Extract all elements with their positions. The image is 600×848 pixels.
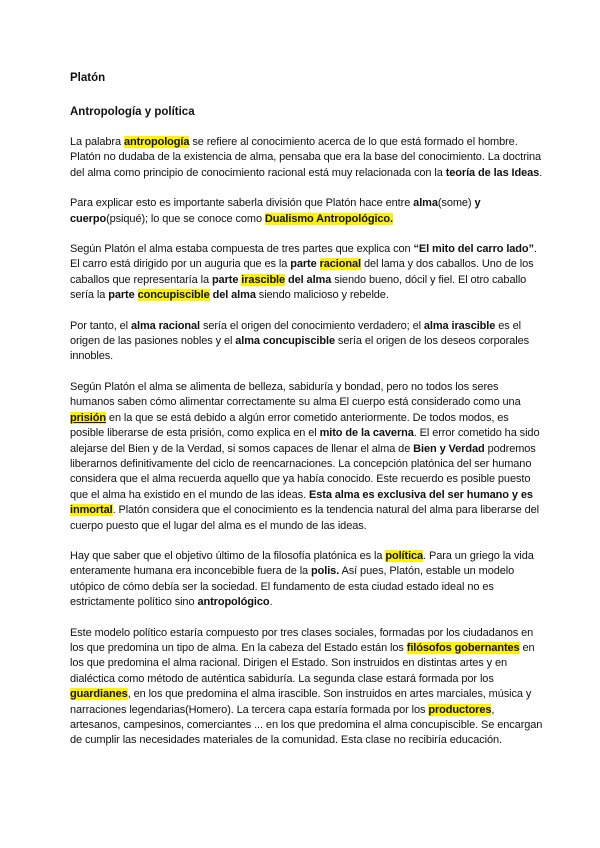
text-run: La palabra — [70, 136, 124, 148]
highlighted-term: Dualismo Antropológico. — [264, 212, 393, 225]
paragraph-partes-alma — [70, 319, 544, 365]
highlighted-term: inmortal — [70, 504, 113, 517]
highlighted-term: filósofos gobernantes — [406, 641, 520, 654]
text-run: . Para un griego la vida enteramente humana era inconcebible fuera de la — [70, 549, 534, 578]
bold-text: parte — [211, 273, 242, 286]
text-run: siendo bueno, dócil y fiel. El otro caballo sería la — [70, 273, 527, 302]
bold-text: Bien y Verdad — [413, 442, 485, 455]
text-run: del lama y dos caballos. Uno de los caballos que representaría la — [70, 258, 534, 286]
document-title: Platón — [70, 72, 106, 84]
highlighted-term: antropología — [123, 136, 190, 148]
text-run: siendo malicioso y rebelde. — [255, 289, 389, 302]
bold-text: polis. — [311, 565, 340, 578]
text-run: . — [539, 166, 543, 179]
text-run: . Platón considera que el conocimiento es la tendencia natural del alma para liberarse del cuerpo puesto que el lugar del alma es el mundo de las ideas. — [70, 504, 539, 532]
text-run: se refiere al conocimiento acerca de lo que está formado el hombre. Platón no dudaba de la existencia de alma, pensaba que era la base del conocimiento. La doctrina del alma como principio de conocimiento racional está muy relacionada con la — [70, 136, 542, 179]
text-run: . El error cometido ha sido alejarse del Bien y de la Verdad, si somos capaces de llenar el alma de — [70, 427, 540, 455]
bold-text: parte — [290, 258, 320, 271]
text-run: Así pues, Platón, estable un modelo utópico de cómo debía ser la sociedad. El fundamento de esta ciudad estado ideal no es estrictamente político sino — [70, 565, 515, 609]
bold-text: teoría de las Ideas — [445, 166, 540, 179]
bold-text: alma concupiscible — [235, 335, 335, 348]
bold-text: alma irascible — [423, 319, 496, 332]
text-run: , artesanos, campesinos, comerciantes ... en los que predomina el alma concupiscible. Se encargan de cumplir las necesidades materiales de la comunidad. Esta clase no recibiría educación. — [70, 703, 543, 747]
text-run: en los que predomina el alma racional. Dirigen el Estado. Son instruidos en distintas artes y en dialéctica como método de auténtica sabiduría. La segunda clase estará formada por los — [70, 641, 535, 685]
text-run: Según Platón el alma se alimenta de belleza, sabiduría y bondad, pero no todos los seres humanos saben cómo alimentar correctamente su alma El cuerpo está considerado como una — [70, 380, 521, 409]
text-run: en la que se está debido a algún error cometido anteriormente. De todos modos, es posible liberarse de esta prisión, como explica en el — [70, 411, 509, 440]
text-run: podremos liberarnos definitivamente del ciclo de reencarnaciones. La concepción platónica del ser humano considera que el alma recuerda aquello que ya había conocido. Este recuerdo es posible puesto que el alma ha existido en el mundo de las ideas. — [70, 442, 536, 501]
text-run: es el origen de las pasiones nobles y el — [70, 319, 521, 348]
text-run: sería el origen de los deseos corporales innobles. — [70, 335, 529, 363]
highlighted-term: racional — [319, 258, 361, 271]
text-run: sería el origen del conocimiento verdadero; el — [200, 319, 424, 332]
text-run: . El carro está dirigido por un auguria que es la — [70, 243, 537, 271]
text-run: Por tanto, el — [70, 319, 131, 332]
highlighted-term: guardianes — [70, 688, 128, 701]
paragraph-mito-carro-alado — [70, 242, 544, 304]
bold-text: y cuerpo — [70, 197, 481, 225]
text-run: . — [269, 596, 273, 609]
paragraph-clases-sociales — [70, 626, 544, 749]
bold-text: del alma — [209, 289, 256, 302]
bold-text: Esta alma es exclusiva del ser humano y es — [309, 488, 533, 501]
text-run: (psiqué); lo que se conoce como — [106, 212, 265, 225]
paragraph-antropologia — [70, 135, 544, 181]
highlighted-term: política — [385, 549, 424, 562]
text-run: , en los que predomina el alma irascible. Son instruidos en artes marciales, música y narraciones legendarias(Homero). La tercera capa estaría formada por los — [70, 688, 532, 716]
paragraph-dualismo — [70, 196, 544, 227]
highlighted-term: irascible — [241, 273, 286, 286]
bold-text: antropológico — [197, 596, 270, 609]
text-run: Para explicar esto es importante saberla división que Platón hace entre — [70, 197, 414, 210]
bold-text: alma — [413, 197, 438, 210]
text-run: Este modelo político estaría compuesto por tres clases sociales, formadas por los ciudadanos en los que predomina un tipo de alma. En la cabeza del Estado están los — [70, 626, 534, 654]
bold-text: del alma — [285, 273, 332, 286]
text-run: Según Platón el alma estaba compuesta de tres partes que explica con — [70, 243, 414, 256]
highlighted-term: productores — [428, 703, 492, 716]
bold-text: parte — [108, 289, 138, 302]
highlighted-term: prisión — [70, 411, 106, 424]
paragraph-alma-prision — [70, 380, 544, 534]
paragraph-politica — [70, 549, 544, 611]
text-run: (some) — [437, 197, 475, 210]
highlighted-term: concupiscible — [137, 289, 210, 302]
document-subtitle: Antropología y política — [70, 106, 195, 118]
bold-text: alma racional — [130, 319, 200, 332]
text-run: Hay que saber que el objetivo último de la filosofía platónica es la — [70, 549, 386, 562]
bold-text: mito de la caverna — [319, 427, 414, 440]
bold-text: “El mito del carro lado” — [413, 243, 534, 256]
